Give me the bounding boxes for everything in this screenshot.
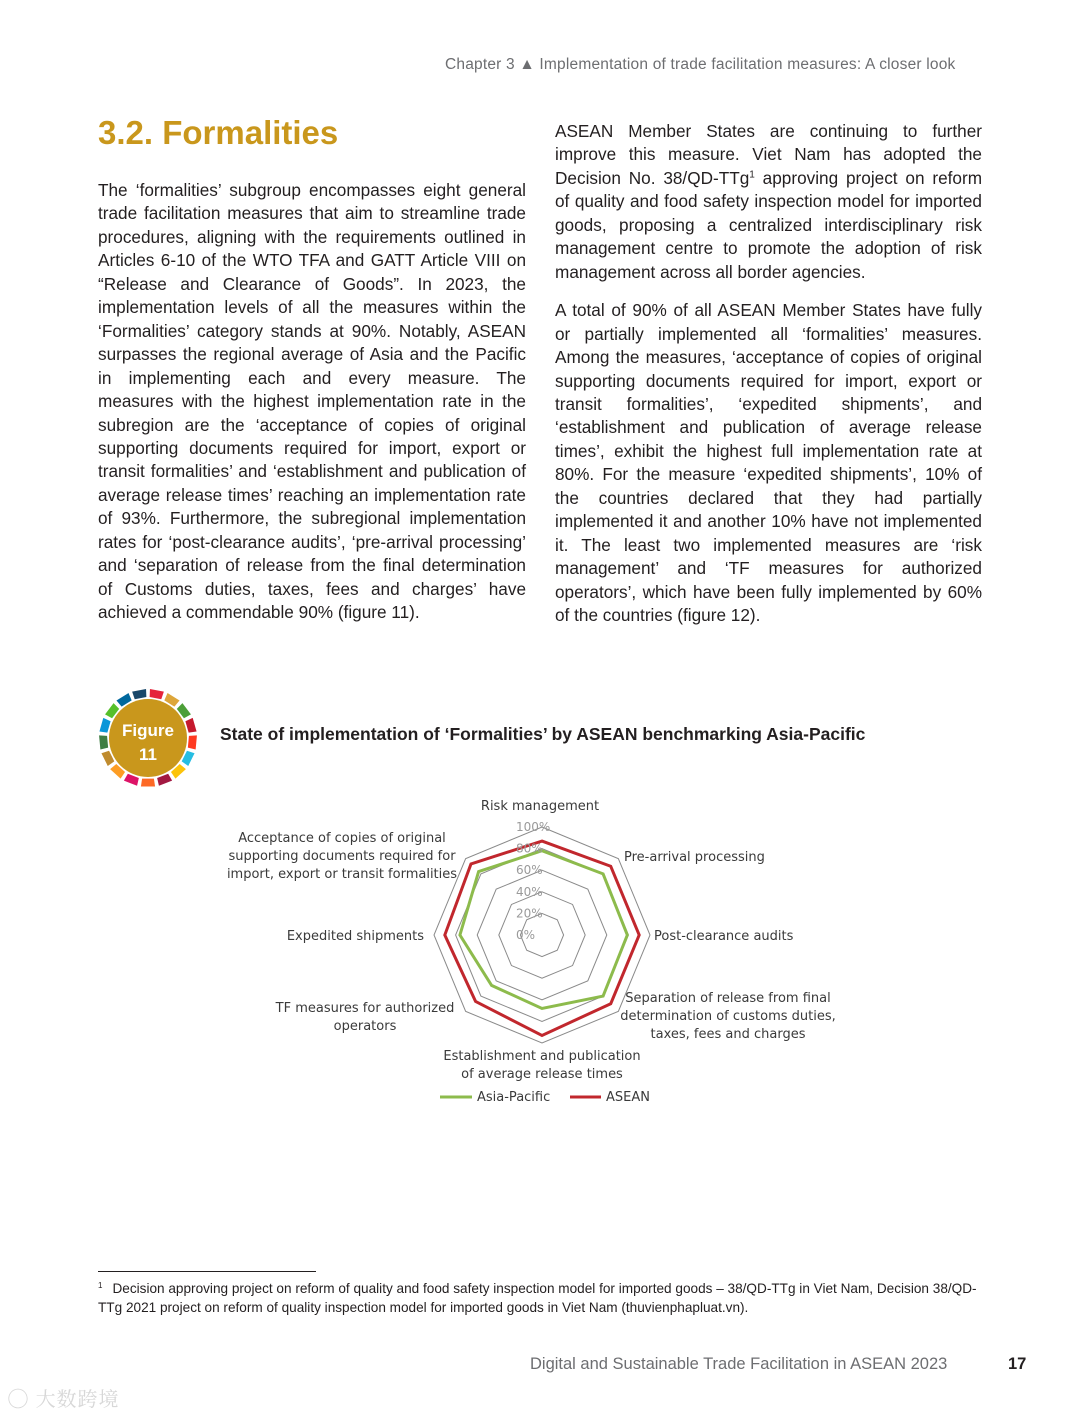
radar-tick-label: 20% [516,906,543,921]
publication-title: Digital and Sustainable Trade Facilitation in ASEAN 2023 [530,1355,948,1373]
footnote-divider [98,1271,316,1272]
radar-chart-svg [220,790,880,1120]
footnote-marker: 1 [98,1281,103,1290]
figure-badge-word: Figure [122,721,174,740]
radar-grid-ring [499,892,585,978]
watermark-logo-icon: ◯ [8,1389,29,1411]
sdg-wheel-icon [98,688,198,788]
watermark: ◯ 大数跨境 [8,1389,120,1411]
body-paragraph: A total of 90% of all ASEAN Member States have fully or partially implemented all ‘formalities’ measures. Among the measures, ‘acceptance of copies of original supporting documents required for import, export or transit formalities’, ‘expedited shipments’, and ‘establishment and publication of average release times’, exhibit the highest full implementation rate at 80%. For the measure ‘expedited shipments’, 10% of the countries declared that they had partially implemented it and another 10% have not implemented it. The least two implemented measures are ‘risk management’ and ‘TF measures for authorized operators’, which have been fully implemented by 60% of the countries (figure 12). [555,300,982,626]
radar-tick-label: 40% [516,884,543,899]
page-number: 17 [1008,1355,1027,1373]
figure-title: State of implementation of ‘Formalities’ by ASEAN benchmarking Asia-Pacific [220,724,866,744]
footnote [98,1279,988,1317]
radar-category-label: of average release times [461,1067,623,1082]
legend-label-asia-pacific: Asia-Pacific [477,1090,551,1105]
radar-category-label: Establishment and publication [443,1049,641,1064]
body-paragraph: The ‘formalities’ subgroup encompasses eight general trade facilitation measures that aim to streamline trade procedures, aligning with the requirements outlined in Articles 6-10 of the WTO TFA and GATT Article VIII on “Release and Clearance of Goods”. In 2023, the implementation levels of all the measures within the ‘Formalities’ category stands at 90%. Notably, ASEAN surpasses the regional average of Asia and the Pacific in implementing each and every measure. The measures with the highest implementation rate in the subregion are the ‘acceptance of copies of original supporting documents required for import, export or transit formalities’ and ‘establishment and publication of average release times’ reaching an implementation rate of 93%. Furthermore, the subregional implementation rates for ‘post-clearance audits’, ‘pre-arrival processing’ and ‘separation of release from the final determination of Customs duties, taxes, fees and charges’ have achieved a commendable 90% (figure 11). [98,180,526,623]
radar-tick-label: 0% [516,928,536,942]
running-head: Chapter 3 ▲ Implementation of trade facilitation measures: A closer look [445,56,956,73]
section-title: 3.2. Formalities [98,114,339,151]
radar-tick-label: 80% [516,841,543,856]
figure-badge [98,688,198,788]
radar-category-label: Separation of release from final [625,991,831,1006]
figure-badge-number: 11 [139,745,157,764]
radar-category-label: Pre-arrival processing [624,850,765,865]
footnote-text: Decision approving project on reform of quality and food safety inspection model for imported goods – 38/QD-TTg in Viet Nam, Decision 38/QD-TTg 2021 project on reform of quality inspection model for imported goods in Viet Nam (thuvienphapluat.vn). [98,1281,977,1315]
radar-series-asia-pacific [460,851,627,1009]
radar-tick-label: 60% [516,863,543,878]
radar-grid-ring [434,827,650,1043]
body-column-left [98,179,526,640]
radar-category-label: determination of customs duties, [620,1009,836,1024]
body-column-right [555,120,982,643]
radar-category-label: Acceptance of copies of original [238,831,446,846]
radar-category-label: Post-clearance audits [654,929,794,944]
footnote-reference[interactable]: 1 [749,169,755,181]
radar-category-label: TF measures for authorized [275,1001,455,1016]
radar-category-label: Expedited shipments [286,929,424,944]
radar-chart [220,790,880,1120]
radar-category-label: Risk management [480,799,600,814]
legend-label-asean: ASEAN [606,1090,650,1105]
radar-category-label: import, export or transit formalities [226,867,458,882]
radar-tick-label: 100% [516,820,551,834]
body-paragraph: ASEAN Member States are continuing to further improve this measure. Viet Nam has adopted the Decision No. 38/QD-TTg$^1$ approving project on reform of quality and food safety inspection model for imported goods, proposing a centralized interdisciplinary risk management centre to promote the adoption of risk management across all border agencies. [555,121,983,282]
radar-category-label: supporting documents required for [228,849,456,864]
radar-category-label: operators [333,1019,397,1034]
radar-category-label: taxes, fees and charges [650,1027,806,1042]
